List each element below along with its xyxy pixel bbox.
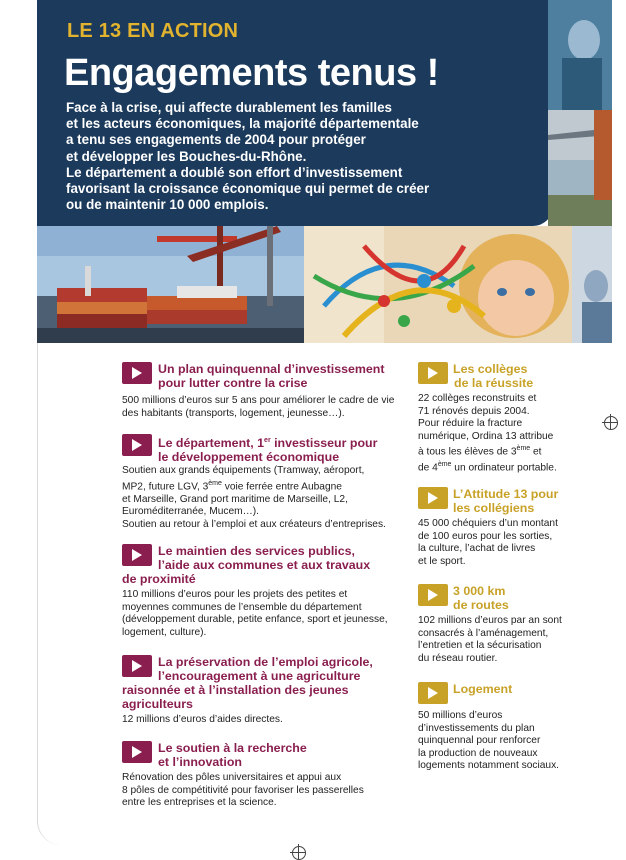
intro-line: et développer les Bouches-du-Rhône. bbox=[66, 148, 307, 164]
section-kicker: LE 13 EN ACTION bbox=[67, 20, 239, 42]
item-heading-continued: raisonnée et à l’installation des jeunes agriculteurs bbox=[122, 683, 349, 711]
intro-line: ou de maintenir 10 000 emplois. bbox=[66, 197, 269, 213]
item-heading-continued: de proximité bbox=[122, 572, 196, 586]
child-photo bbox=[304, 226, 572, 343]
play-arrow-icon bbox=[122, 434, 152, 456]
intro-line: Le département a doublé son effort d’investissement bbox=[66, 164, 403, 180]
item-heading: L’Attitude 13 pour les collégiens bbox=[453, 487, 559, 515]
harbor-photo bbox=[37, 226, 304, 343]
page-title: Engagements tenus ! bbox=[64, 52, 439, 94]
intro-paragraph bbox=[66, 100, 536, 213]
play-arrow-icon bbox=[122, 362, 152, 384]
play-arrow-icon bbox=[418, 584, 448, 606]
registration-mark-icon bbox=[604, 416, 618, 430]
item-body: Rénovation des pôles universitaires et appui aux 8 pôles de compétitivité pour favoriser les passerelles entre les entreprises et la science. bbox=[122, 772, 364, 809]
item-body: 50 millions d’euros d’investissements du plan quinquennal pour renforcer la production de nouveaux logements notamment sociaux. bbox=[418, 710, 559, 772]
item-body: 500 millions d’euros sur 5 ans pour améliorer le cadre de vie des habitants (transports, logement, jeunesse…). bbox=[122, 395, 395, 419]
intro-line: et les acteurs économiques, la majorité départementale bbox=[66, 116, 419, 132]
item-heading: La préservation de l’emploi agricole, l’encouragement à une agriculture bbox=[158, 655, 373, 683]
play-arrow-icon bbox=[418, 487, 448, 509]
item-body: Soutien aux grands équipements (Tramway, aéroport, MP2, future LGV, 3ème voie ferrée entre Aubagne et Marseille, Grand port maritime de Marseille, L2, Euroméditerranée, Mucem…). Soutien au retour à l’emploi et aux créateurs d’entreprises. bbox=[122, 465, 386, 530]
item-body: 110 millions d’euros pour les projets des petites et moyennes communes de l’ensemble du département (développement durable, petite enfance, sport et jeunesse, logement, culture). bbox=[122, 589, 388, 638]
intro-line: favorisant la croissance économique qui permet de créer bbox=[66, 181, 430, 197]
intro-line: Face à la crise, qui affecte durablement les familles bbox=[66, 100, 392, 115]
item-body: 102 millions d’euros par an sont consacrés à l’aménagement, l’entretien et la sécurisation du réseau routier. bbox=[418, 615, 562, 664]
item-heading: 3 000 km de routes bbox=[453, 584, 509, 612]
photo-strip bbox=[548, 0, 612, 226]
play-arrow-icon bbox=[122, 544, 152, 566]
play-arrow-icon bbox=[418, 682, 448, 704]
side-photo bbox=[572, 226, 612, 343]
registration-mark-icon bbox=[292, 846, 306, 860]
play-arrow-icon bbox=[122, 741, 152, 763]
play-arrow-icon bbox=[122, 655, 152, 677]
item-heading: Le département, 1er investisseur pour le développement économique bbox=[158, 436, 378, 465]
item-body: 22 collèges reconstruits et 71 rénovés depuis 2004. Pour réduire la fracture numérique, Ordina 13 attribue à tous les élèves de 3ème et de 4ème un ordinateur portable. bbox=[418, 393, 557, 474]
play-arrow-icon bbox=[418, 362, 448, 384]
item-heading: Les collèges de la réussite bbox=[453, 362, 534, 390]
item-heading: Logement bbox=[453, 682, 513, 696]
intro-line: a tenu ses engagements de 2004 pour protéger bbox=[66, 132, 366, 148]
item-body: 12 millions d’euros d’aides directes. bbox=[122, 714, 283, 725]
item-heading: Le soutien à la recherche et l’innovation bbox=[158, 741, 307, 769]
item-heading: Le maintien des services publics, l’aide aux communes et aux travaux bbox=[158, 544, 371, 572]
item-heading: Un plan quinquennal d’investissement pour lutter contre la crise bbox=[158, 362, 385, 390]
item-body: 45 000 chéquiers d’un montant de 100 euros pour les sorties, la culture, l’achat de livres et le sport. bbox=[418, 518, 558, 567]
